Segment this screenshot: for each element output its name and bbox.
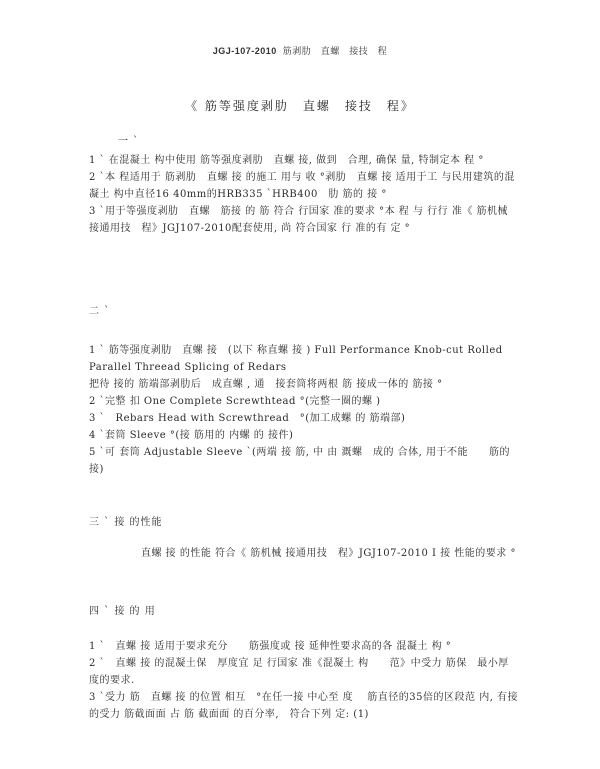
section-1-heading: 一 ` bbox=[118, 136, 140, 147]
section-2-item-2: 把待 接的 筋端部剥肋后 成直螺 , 通 接套筒将两根 筋 接成一体的 筋接 ° bbox=[89, 379, 443, 390]
section-4-item-1: 1 ` 直螺 接 适用于要求充分 筋强度或 接 延伸性要求高的各 混凝土 构 ° bbox=[89, 641, 452, 652]
section-1-item-2: 2 `本 程适用于 筋剥肋 直螺 接 的施工 用与 收 °剥肋 直螺 接 适用于工 与民用建筑的混凝土 构中直径16 40mm的HRB335 `HRB400 肋 筋的 接 ° bbox=[89, 172, 515, 200]
header-running-title: 筋剥肋 直螺 接技 程 bbox=[282, 46, 388, 56]
section-2-item-3: 2 `完整 扣 One Complete Screwthtead °(完整一圈的螺 ) bbox=[89, 396, 381, 407]
section-2-item-5: 4 `套筒 Sleeve °(接 筋用的 内螺 的 接件) bbox=[89, 430, 294, 441]
section-2-item-4: 3 ` Rebars Head with Screwthread °(加工成螺 的 筋端部) bbox=[89, 413, 406, 424]
section-2-item-1: 1 ` 筋等强度剥肋 直螺 接 (以下 称直螺 接 ) Full Performance Knob-cut Rolled Parallel Threead Splicing of Redars bbox=[89, 345, 503, 373]
section-3-text: 直螺 接 的性能 符合《 筋机械 接通用技 程》JGJ107-2010 Ⅰ 接 性能的要求 ° bbox=[141, 548, 516, 559]
section-2-heading: 二 ` bbox=[89, 306, 111, 317]
section-1-item-3: 3 `用于等强度剥肋 直螺 筋接 的 筋 符合 行国家 准的要求 °本 程 与 行行 准《 筋机械 接通用技 程》JGJ107-2010配套使用, 尚 符合国家 行 准的有 定 ° bbox=[89, 206, 509, 234]
section-3-body bbox=[89, 545, 519, 562]
section-4-item-3: 3 `受力 筋 直螺 接 的位置 相互 °在任一接 中心至 度 筋直径的35倍的区段范 内, 有接 的受力 筋截面面 占 筋 截面面 的百分率, 符合下列 定: (1) bbox=[89, 692, 519, 720]
section-2-item-6: 5 `可 套筒 Adjustable Sleeve `(两端 接 筋, 中 由 溉螺 成的 合体, 用于不能 筋的 接) bbox=[89, 447, 511, 475]
section-1-body bbox=[89, 152, 519, 237]
page-header bbox=[0, 44, 600, 57]
section-3-heading: 三 ` 接 的性能 bbox=[89, 517, 163, 528]
section-4-heading: 四 ` 接 的 用 bbox=[89, 606, 156, 617]
section-1-item-1: 1 ` 在混凝土 构中使用 筋等强度剥肋 直螺 接, 做到 合理, 确保 量, 特制定本 程 ° bbox=[89, 155, 484, 166]
document-title: 《 筋等强度剥肋 直螺 接技 程》 bbox=[185, 99, 415, 113]
section-2-body bbox=[89, 342, 519, 478]
section-4-body bbox=[89, 638, 519, 723]
section-4-item-2: 2 ` 直螺 接 的混凝土保 厚度宜 足 行国家 准《混凝土 构 范》中受力 筋保 最小厚度的要求. bbox=[89, 658, 509, 686]
header-code: JGJ-107-2010 bbox=[212, 46, 277, 56]
